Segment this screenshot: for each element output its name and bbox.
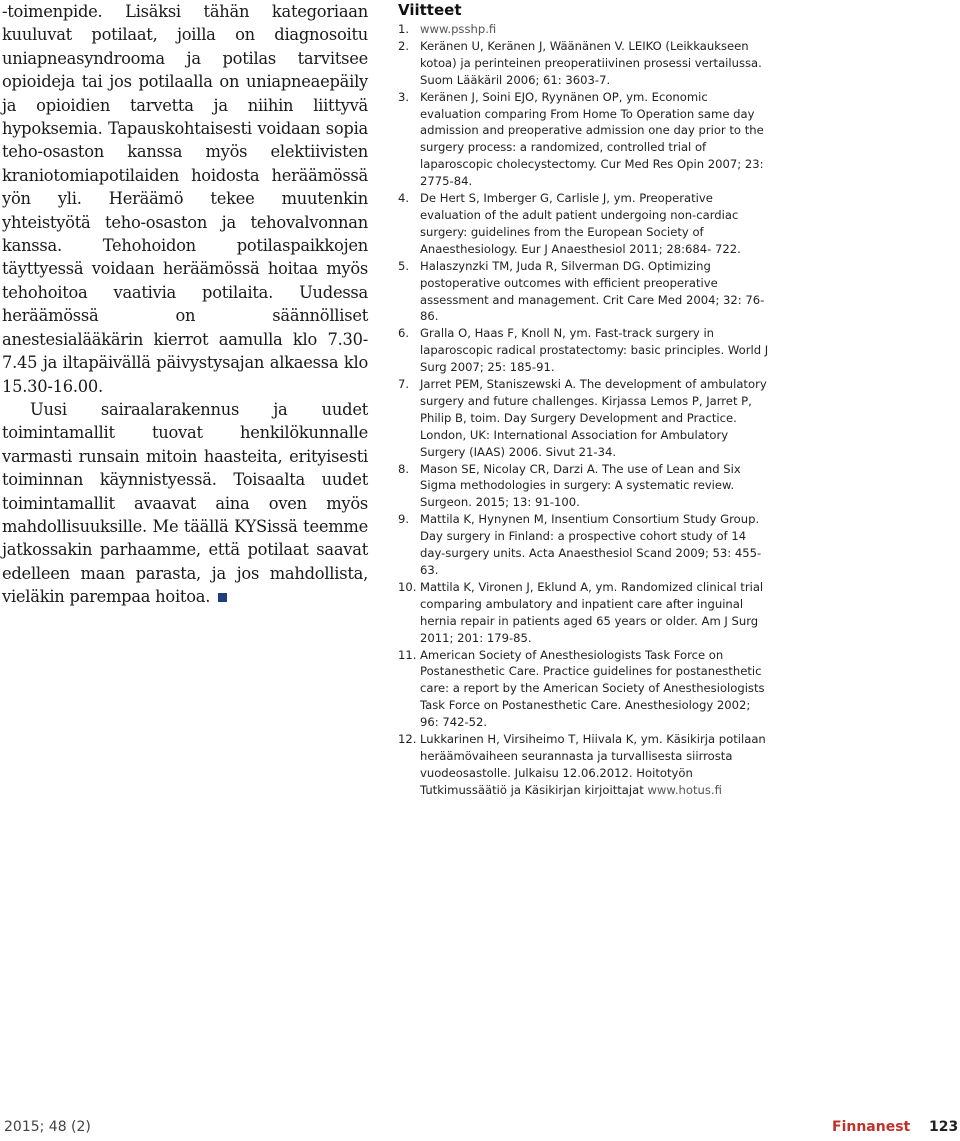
reference-citation: Lukkarinen H, Virsiheimo T, Hiivala K, ym. Käsikirja potilaan heräämövaiheen seurannasta ja turvallisesta siirrosta vuodeosastolle. Julkaisu 12.06.2012. Hoitotyön Tutkimussäätiö ja Käsikirjan kirjoittajat [420, 732, 766, 797]
reference-number: 7. [398, 377, 410, 392]
reference-citation: www.psshp.fi [420, 22, 497, 36]
references-list [398, 21, 770, 799]
reference-number: 11. [398, 647, 417, 662]
reference-item [398, 258, 770, 326]
reference-number: 6. [398, 326, 410, 341]
reference-text [420, 579, 770, 647]
reference-item [398, 190, 770, 258]
reference-text [420, 325, 770, 376]
article-paragraph: -toimenpide. Lisäksi tähän kategoriaan kuuluvat potilaat, joilla on diagnosoitu uniapneasyndrooma ja potilas tarvitsee opioideja tai jos potilaalla on uniapneaepäily ja opioidien tarvetta ja niihin liittyvä hypoksemia. Tapauskohtaisesti voidaan sopia teho-osaston kanssa myös elektiivisten kraniotomiapotilaiden hoidosta heräämössä yön yli. Heräämö tekee muutenkin yhteistyötä teho-osaston ja tehovalvonnan kanssa. Tehohoidon potilaspaikkojen täyttyessä voidaan heräämössä hoitaa myös tehohoitoa vaativia potilaita. Uudessa heräämössä on säännölliset anestesialääkärin kierrot aamulla klo 7.30-7.45 ja iltapäivällä päivystysajan alkaessa klo 15.30-16.00. [2, 2, 368, 396]
reference-item [398, 461, 770, 512]
reference-text [420, 258, 770, 326]
reference-item [398, 38, 770, 89]
reference-text [420, 190, 770, 258]
reference-text [420, 511, 770, 579]
reference-citation: Mason SE, Nicolay CR, Darzi A. The use of Lean and Six Sigma methodologies in surgery: A systematic review. Surgeon. 2015; 13: 91-100. [420, 461, 741, 510]
reference-citation: Gralla O, Haas F, Knoll N, ym. Fast-track surgery in laparoscopic radical prostatectomy: basic principles. World J Surg 2007; 25: 185-91. [420, 326, 769, 375]
reference-number: 8. [398, 461, 410, 476]
reference-citation: Jarret PEM, Staniszewski A. The development of ambulatory surgery and future challenges. Kirjassa Lemos P, Jarret P, Philip B, toim. Day Surgery Development and Practice. London, UK: International Association for Ambulatory Surgery (IAAS) 2006. Sivut 21-34. [420, 377, 767, 459]
reference-number: 1. [398, 22, 410, 36]
reference-link[interactable]: www.hotus.fi [647, 782, 722, 797]
reference-item [398, 376, 770, 461]
reference-number: 2. [398, 38, 410, 53]
footer-issue: 2015; 48 (2) [4, 1119, 91, 1135]
reference-text [420, 647, 770, 732]
reference-text [420, 89, 770, 190]
reference-item [398, 89, 770, 190]
reference-citation: Mattila K, Hynynen M, Insentium Consortium Study Group. Day surgery in Finland: a prospective cohort study of 14 day-surgery units. Acta Anaesthesiol Scand 2009; 53: 455-63. [420, 512, 762, 577]
reference-text [420, 731, 770, 799]
reference-citation: Mattila K, Vironen J, Eklund A, ym. Randomized clinical trial comparing ambulatory and inpatient care after inguinal hernia repair in patients aged 65 years or older. Am J Surg 2011; 201: 179-85. [420, 579, 764, 645]
reference-text [420, 38, 770, 89]
article-body [2, 0, 368, 609]
article-paragraph [2, 398, 368, 609]
reference-item [398, 731, 770, 799]
reference-text [420, 21, 770, 38]
reference-number: 10. [398, 579, 417, 594]
reference-citation: Keränen J, Soini EJO, Ryynänen OP, ym. Economic evaluation comparing From Home To Operation same day admission and preoperative admission one day prior to the surgery process: a randomized, controlled trial of laparoscopic cholecystectomy. Cur Med Res Opin 2007; 23: 2775-84. [420, 89, 764, 189]
reference-citation: Halaszynzki TM, Juda R, Silverman DG. Optimizing postoperative outcomes with efficient preoperative assessment and management. Crit Care Med 2004; 32: 76-86. [420, 258, 765, 324]
reference-citation: Keränen U, Keränen J, Wäänänen V. LEIKO (Leikkaukseen kotoa) ja perinteinen preoperatiivinen prosessi vertailussa. Suom Lääkäril 2006; 61: 3603-7. [420, 38, 762, 87]
references-title: Viitteet [398, 1, 462, 19]
reference-number: 3. [398, 89, 410, 104]
reference-number: 9. [398, 512, 410, 527]
footer-page-number: 123 [929, 1119, 959, 1135]
reference-item [398, 511, 770, 579]
references-section [398, 0, 770, 799]
footer-brand: Finnanest [832, 1119, 911, 1135]
reference-number: 5. [398, 258, 410, 273]
end-of-article-mark-icon [218, 593, 227, 602]
reference-item [398, 579, 770, 647]
reference-item [398, 21, 770, 38]
reference-text [420, 376, 770, 461]
reference-number: 12. [398, 732, 417, 747]
reference-citation: De Hert S, Imberger G, Carlisle J, ym. Preoperative evaluation of the adult patient undergoing non-cardiac surgery: guidelines from the European Society of Anaesthesiology. Eur J Anaesthesiol 2011; 28:684- 722. [420, 191, 741, 256]
reference-item [398, 647, 770, 732]
reference-citation: American Society of Anesthesiologists Task Force on Postanesthetic Care. Practice guidelines for postanesthetic care: a report by the American Society of Anesthesiologists Task Force on Postanesthetic Care. Anesthesiology 2002; 96: 742-52. [420, 647, 765, 730]
reference-text [420, 461, 770, 512]
article-paragraph-text: Uusi sairaalarakennus ja uudet toimintamallit tuovat henkilökunnalle varmasti runsain mitoin haasteita, erityisesti toiminnan käynnistyessä. Toisaalta uudet toimintamallit avaavat aina oven myös mahdollisuuksille. Me täällä KYSissä teemme jatkossakin parhaamme, että potilaat saavat edelleen maan parasta, ja jos mahdollista, vieläkin parempaa hoitoa. [2, 399, 368, 607]
reference-number: 4. [398, 191, 410, 206]
reference-item [398, 325, 770, 376]
